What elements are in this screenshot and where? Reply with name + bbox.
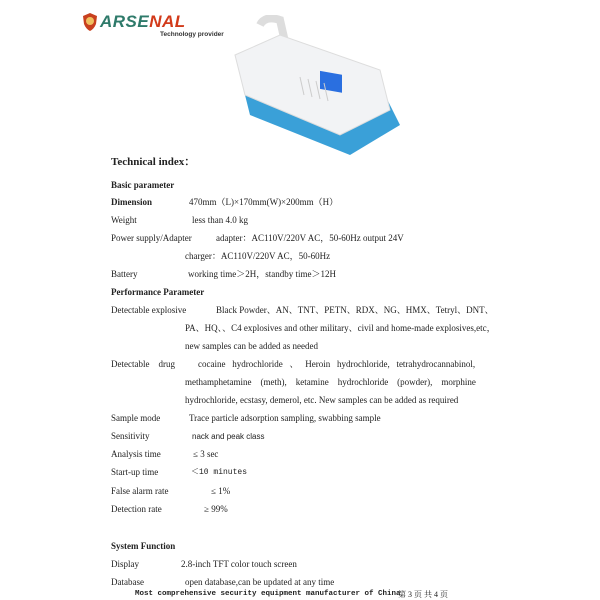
drug-line: hydrochloride, ecstasy, demerol, etc. New samples can be added as required <box>185 395 459 405</box>
explosive-label: Detectable explosive <box>111 305 187 315</box>
weight-value: less than 4.0 kg <box>192 215 248 225</box>
sensitivity-label: Sensitivity <box>111 431 150 441</box>
explosive-line: PA、HQ、、C4 explosives and other military、civil and home-made explosives,etc， <box>185 323 496 333</box>
system-function-heading: System Function <box>111 541 176 551</box>
sensitivity-value: nack and peak class <box>192 432 265 441</box>
sample-mode-label: Sample mode <box>111 413 161 423</box>
sample-mode-value: Trace particle adsorption sampling, swabbing sample <box>189 413 381 423</box>
power-label: Power supply/Adapter <box>111 233 192 243</box>
false-alarm-value: ≤ 1% <box>211 486 231 496</box>
display-label: Display <box>111 559 139 569</box>
startup-time-label: Start-up time <box>111 467 159 477</box>
battery-value: working time＞2H，standby time＞12H <box>188 269 336 279</box>
drug-line: methamphetamine (meth), ketamine hydrochloride (powder), morphine <box>185 377 476 387</box>
drug-label: Detectable drug <box>111 359 175 369</box>
battery-label: Battery <box>111 269 138 279</box>
database-value: open database,can be updated at any time <box>185 577 335 587</box>
drug-line: cocaine hydrochloride 、 Heroin hydrochloride, tetrahydrocannabinol, <box>198 359 476 369</box>
page-title: Technical index： <box>111 156 196 168</box>
database-label: Database <box>111 577 144 587</box>
brand-tagline: Technology provider <box>160 31 224 38</box>
footer-text: Most comprehensive security equipment manufacturer of China <box>135 590 401 598</box>
weight-label: Weight <box>111 215 137 225</box>
shield-logo-icon <box>82 12 98 32</box>
performance-heading: Performance Parameter <box>111 287 205 297</box>
startup-time-value: ＜10 minutes <box>191 468 248 477</box>
page-number: 第 3 页 共 4 页 <box>398 590 448 599</box>
false-alarm-label: False alarm rate <box>111 486 169 496</box>
dimension-value: 470mm（L)×170mm(W)×200mm（H） <box>189 197 339 207</box>
dimension-label: Dimension <box>111 197 153 207</box>
analysis-time-value: ≤ 3 sec <box>193 449 219 459</box>
charger-value: charger：AC110V/220V AC，50-60Hz <box>185 251 331 261</box>
product-image <box>230 15 410 155</box>
detection-rate-label: Detection rate <box>111 504 162 514</box>
basic-parameter-heading: Basic parameter <box>111 180 175 190</box>
brand-name: ARSENAL <box>100 12 186 31</box>
detection-rate-value: ≥ 99% <box>204 504 228 514</box>
analysis-time-label: Analysis time <box>111 449 161 459</box>
power-value: adapter：AC110V/220V AC，50-60Hz output 24V <box>216 233 404 243</box>
explosive-line: new samples can be added as needed <box>185 341 318 351</box>
explosive-line: Black Powder、AN、TNT、PETN、RDX、NG、HMX、Tetryl、DNT、 <box>216 305 494 315</box>
display-value: 2.8-inch TFT color touch screen <box>181 559 297 569</box>
